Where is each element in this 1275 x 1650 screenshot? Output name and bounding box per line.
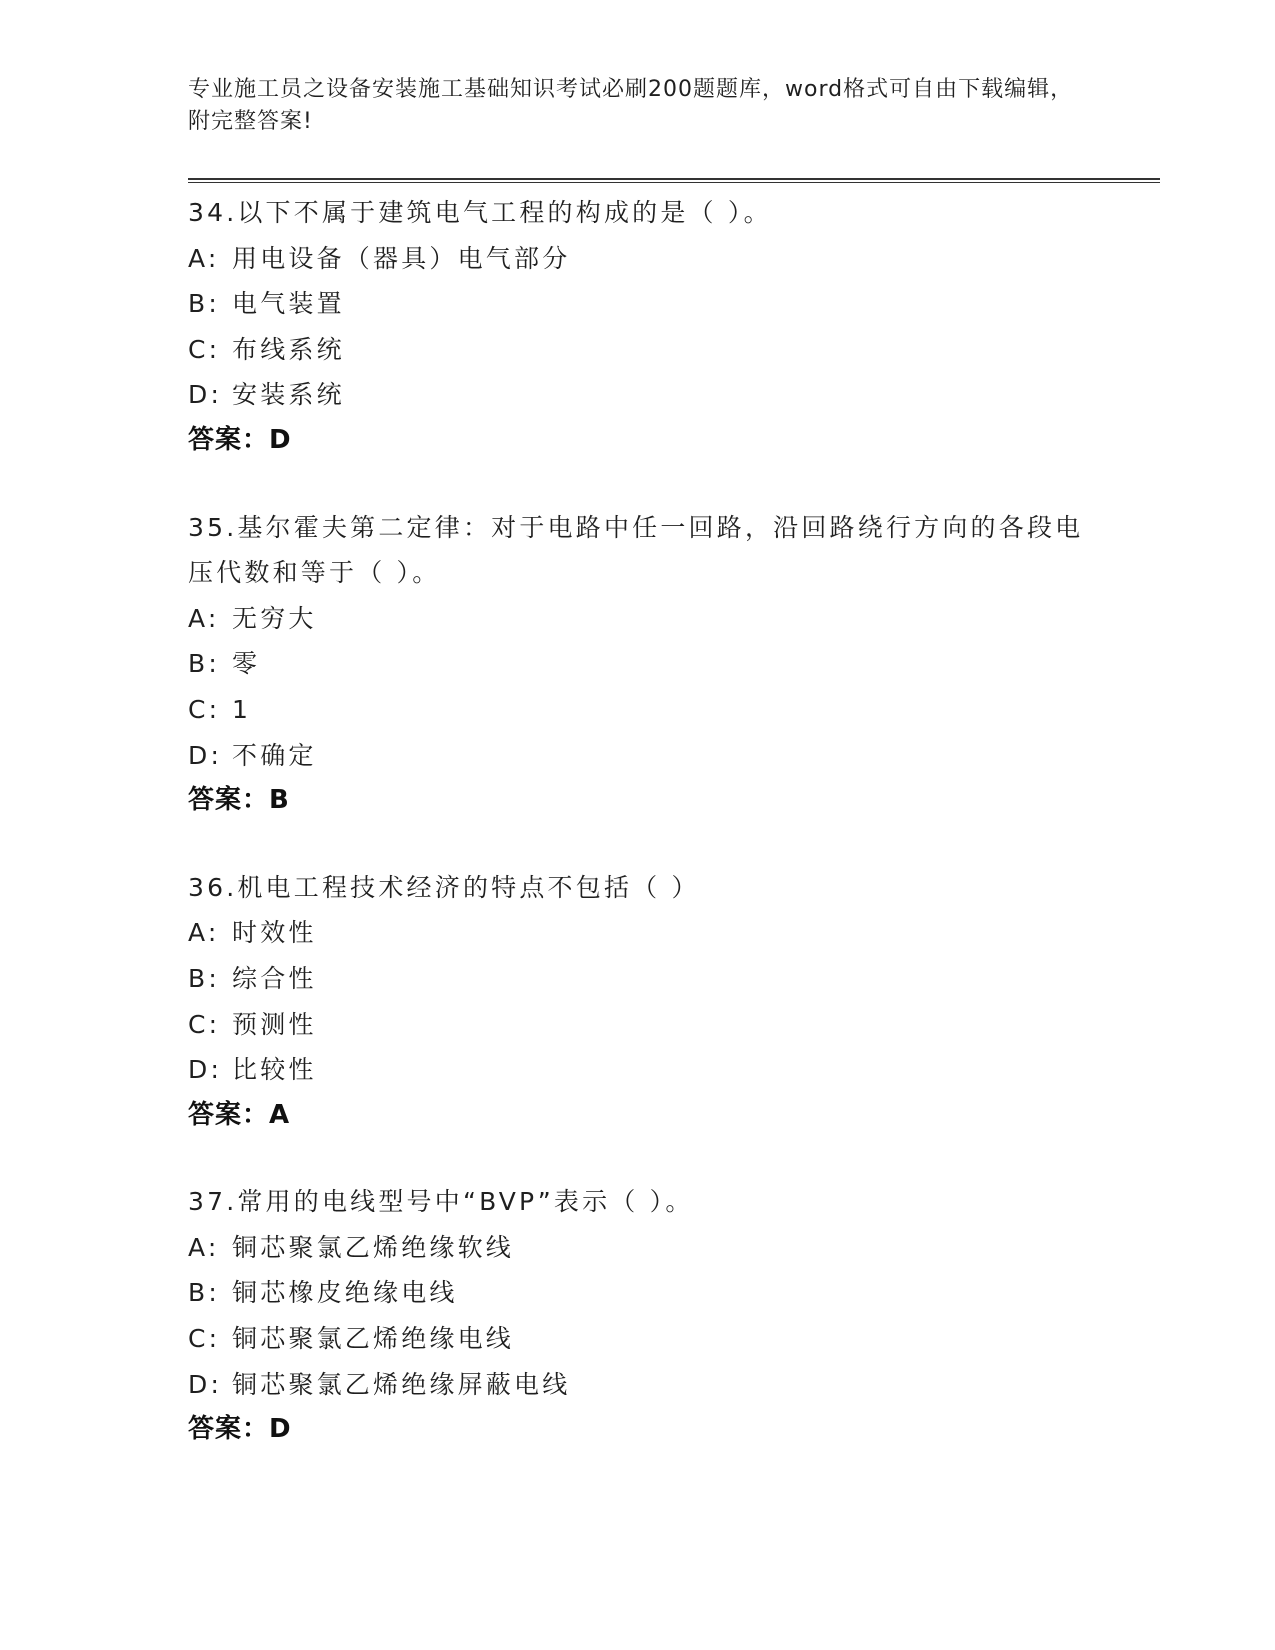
- option-text: 铜芯聚氯乙烯绝缘屏蔽电线: [232, 1369, 571, 1399]
- option-c: [188, 327, 1088, 373]
- question-stem: 34.以下不属于建筑电气工程的构成的是（ ）。: [188, 198, 772, 227]
- option-b: [188, 641, 1088, 687]
- question-35: [188, 505, 1088, 824]
- option-b: [188, 281, 1088, 327]
- option-letter: A:: [188, 918, 220, 948]
- question-37: [188, 1179, 1088, 1453]
- option-a: [188, 1225, 1088, 1271]
- option-a: [188, 236, 1088, 282]
- header-divider: [188, 178, 1160, 183]
- question-stem: 36.机电工程技术经济的特点不包括（ ）: [188, 872, 700, 902]
- answer-line: 答案：D: [188, 1414, 292, 1445]
- option-c: [188, 1316, 1088, 1362]
- option-a: [188, 596, 1088, 642]
- option-letter: C:: [188, 1324, 221, 1354]
- document-header-title: 专业施工员之设备安装施工基础知识考试必刷200题题库，word格式可自由下载编辑，附完整答案!: [188, 77, 1074, 134]
- option-letter: B:: [188, 289, 220, 319]
- answer-line: 答案：B: [188, 785, 290, 816]
- option-c: [188, 1002, 1088, 1048]
- option-text: 综合性: [232, 963, 317, 993]
- option-d: [188, 1047, 1088, 1093]
- option-letter: C:: [188, 334, 221, 364]
- option-letter: D:: [188, 1055, 223, 1085]
- option-letter: A:: [188, 603, 220, 633]
- option-c: [188, 687, 1088, 733]
- option-text: 时效性: [232, 918, 317, 948]
- option-text: 不确定: [232, 740, 317, 770]
- option-text: 铜芯聚氯乙烯绝缘电线: [232, 1324, 515, 1354]
- option-text: 零: [232, 649, 261, 679]
- option-text: 预测性: [232, 1009, 317, 1039]
- answer-line: 答案：A: [188, 1099, 291, 1130]
- option-letter: B:: [188, 649, 220, 679]
- option-letter: A:: [188, 243, 220, 273]
- option-text: 安装系统: [232, 380, 345, 410]
- question-stem: 37.常用的电线型号中“BVP”表示（ ）。: [188, 1187, 694, 1217]
- question-list: [188, 190, 1088, 1494]
- option-letter: B:: [188, 1278, 220, 1308]
- option-text: 布线系统: [232, 334, 345, 364]
- option-letter: D:: [188, 740, 223, 770]
- option-d: [188, 733, 1088, 779]
- option-text: 无穷大: [232, 603, 317, 633]
- option-text: 用电设备（器具）电气部分: [232, 243, 571, 273]
- option-letter: D:: [188, 1369, 223, 1399]
- option-text: 铜芯聚氯乙烯绝缘软线: [232, 1232, 515, 1262]
- option-d: [188, 1362, 1088, 1408]
- option-text: 1: [232, 694, 252, 724]
- option-text: 电气装置: [232, 289, 345, 319]
- option-b: [188, 956, 1088, 1002]
- option-text: 比较性: [232, 1055, 317, 1085]
- option-letter: C:: [188, 1009, 221, 1039]
- option-letter: D:: [188, 380, 223, 410]
- option-b: [188, 1270, 1088, 1316]
- option-text: 铜芯橡皮绝缘电线: [232, 1278, 458, 1308]
- option-d: [188, 372, 1088, 418]
- option-letter: C:: [188, 694, 221, 724]
- answer-line: 答案：D: [188, 424, 292, 455]
- option-letter: A:: [188, 1232, 220, 1262]
- option-a: [188, 910, 1088, 956]
- option-letter: B:: [188, 963, 220, 993]
- question-36: [188, 865, 1088, 1139]
- question-stem: 35.基尔霍夫第二定律：对于电路中任一回路，沿回路绕行方向的各段电压代数和等于（ ）。: [188, 512, 1084, 588]
- question-34: [188, 190, 1088, 464]
